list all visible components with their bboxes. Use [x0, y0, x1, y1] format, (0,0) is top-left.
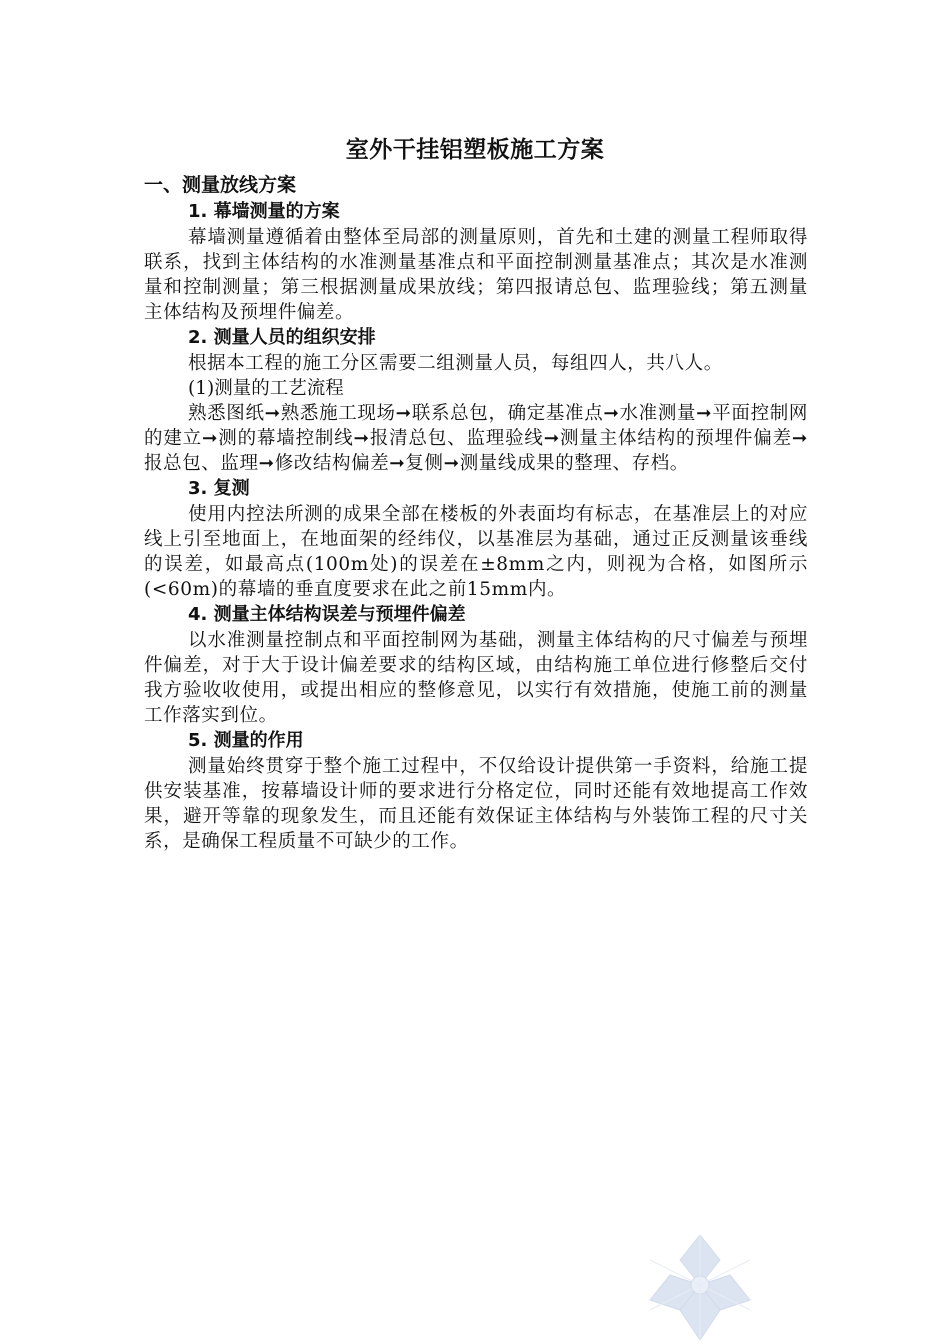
step-label-process-flow: (1)测量的工艺流程	[188, 378, 344, 399]
paragraph-structure-deviation: 以水准测量控制点和平面控制网为基础，测量主体结构的尺寸偏差与预埋件偏差，对于大于设计偏差要求的结构区域，由结构施工单位进行修整后交付我方验收收使用，或提出相应的整修意见，以实行有效措施，使施工前的测量工作落实到位。	[144, 630, 808, 726]
paragraph-measurement-role: 测量始终贯穿于整个施工过程中，不仅给设计提供第一手资料，给施工提供安装基准，按幕墙设计师的要求进行分格定位，同时还能有效地提高工作效果，避开等靠的现象发生，而且还能有效保证主体结构与外装饰工程的尺寸关系，是确保工程质量不可缺少的工作。	[144, 756, 808, 852]
paragraph-recheck: 使用内控法所测的成果全部在楼板的外表面均有标志，在基准层上的对应线上引至地面上，在地面架的经纬仪，以基准层为基础，通过正反测量该垂线的误差，如最高点(100m处)的误差在±8mm之内，则视为合格，如图所示(<60m)的幕墙的垂直度要求在此之前15mm内。	[144, 504, 808, 600]
paragraph-staff-arrangement: 根据本工程的施工分区需要二组测量人员，每组四人，共八人。	[188, 353, 723, 374]
subsection-heading-structure-deviation: 4. 测量主体结构误差与预埋件偏差	[188, 604, 466, 625]
subsection-heading-curtain-wall-survey: 1. 幕墙测量的方案	[188, 201, 340, 222]
paragraph-curtain-wall-survey: 幕墙测量遵循着由整体至局部的测量原则，首先和土建的测量工程师取得联系，找到主体结构的水准测量基准点和平面控制测量基准点；其次是水准测量和控制测量；第三根据测量成果放线；第四报请总包、监理验线；第五测量主体结构及预埋件偏差。	[144, 227, 808, 323]
subsection-heading-recheck: 3. 复测	[188, 478, 250, 499]
paragraph-process-flow: 熟悉图纸➞熟悉施工现场➞联系总包，确定基准点➞水准测量➞平面控制网的建立➞测的幕墙控制线➞报清总包、监理验线➞测量主体结构的预埋件偏差➞报总包、监理➞修改结构偏差➞复侧➞测量线成果的整理、存档。	[144, 403, 808, 474]
subsection-heading-staff-arrangement: 2. 测量人员的组织安排	[188, 327, 376, 348]
document-body	[144, 172, 808, 854]
section-heading-measurement: 一、测量放线方案	[144, 174, 297, 196]
subsection-heading-measurement-role: 5. 测量的作用	[188, 730, 304, 751]
snowflake-logo-icon	[625, 1230, 775, 1344]
document-title: 室外干挂铝塑板施工方案	[345, 137, 605, 163]
